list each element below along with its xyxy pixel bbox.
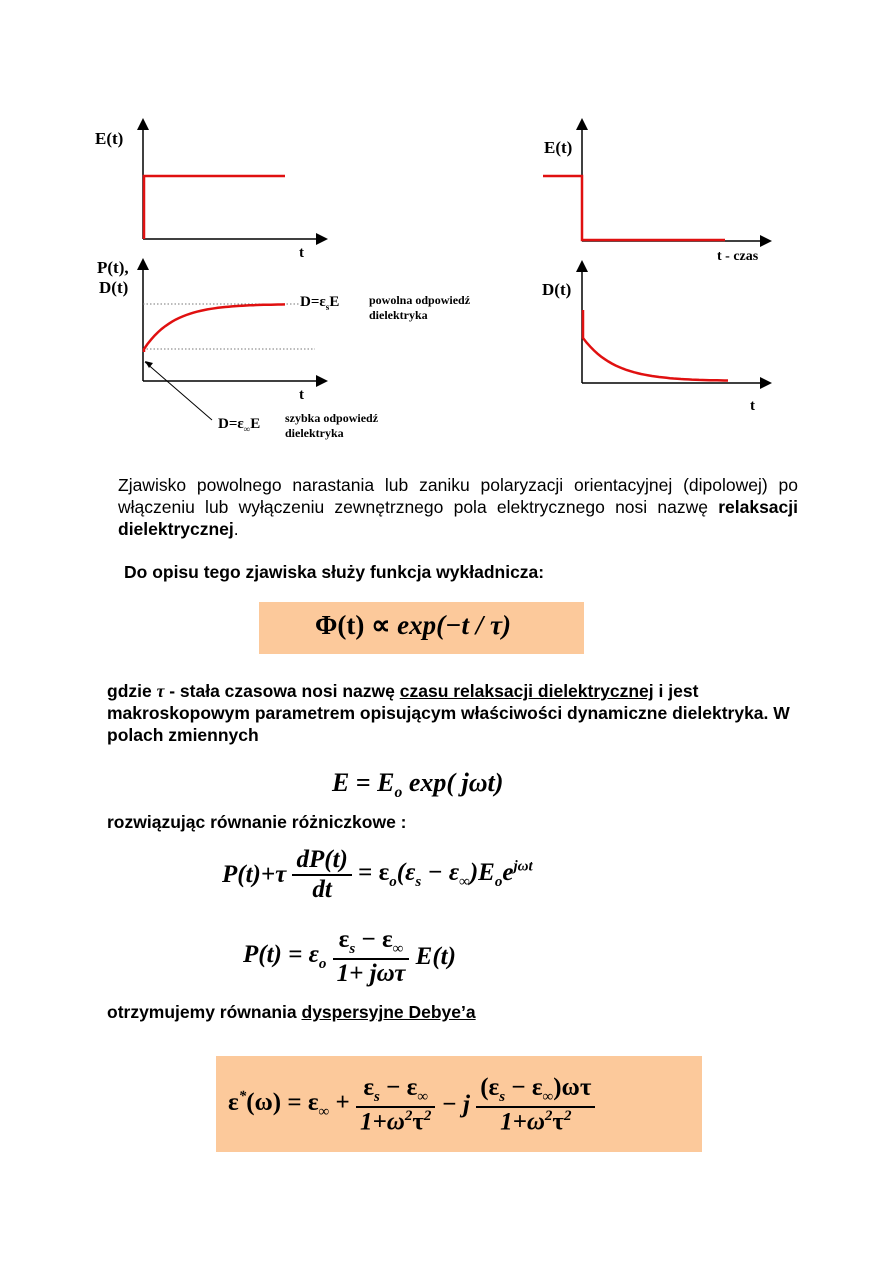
label-d-t-left: D(t) [99,278,129,297]
label-e-t-right: E(t) [544,138,573,157]
label-d-eps-inf: $D=\varepsilon_\infty E$ [218,416,261,434]
formula-box-debye [216,1056,702,1152]
term-debye-equations: dyspersyjne Debye’a [301,1002,476,1022]
term-relaxation-time: czasu relaksacji dielektrycznej [399,681,654,701]
paragraph-debye: otrzymujemy równania dyspersyjne Debye’a [107,1002,476,1022]
formula-phi: Φ(t) ∝ exp(−t / τ) [315,610,511,640]
label-t-czas: t - czas [717,249,759,264]
pointer-arrowhead [145,361,153,368]
displacement-decay-curve [583,310,728,381]
label-d-t-right: D(t) [542,280,572,299]
formula-field: $E = E_o$ exp( jωt) [332,768,504,802]
formula-solution: $P(t) = \varepsilon_o$ $\frac{\varepsilon_s - \varepsilon_\infty}{\text{1+ jωτ}}$ E(t) [243,926,456,987]
label-t-bottom-left: t [299,387,304,403]
paragraph-relaxation-time: gdzie τ - stała czasowa nosi nazwę czasu relaksacji dielektrycznej i jest makroskopowym parametrem opisującym właściwości dynamiczne dielektryka. W polach zmiennych [107,681,790,745]
label-t-top-left: t [299,245,304,261]
formula-debye: $\varepsilon^*(\omega) = \varepsilon_\infty$ + $\frac{\varepsilon_s - \varepsilon_\infty}{1+\omega^2\tau^2}$ − j $\frac{(\varepsilon_s - \varepsilon_\infty)\omega\tau}{1+\omega^2\tau^2}$ [228,1074,595,1136]
pointer-line [145,362,212,420]
term-relaxation: relaksacji dielektrycznej [118,497,798,539]
paragraph-relaxation-definition: Zjawisko powolnego narastania lub zaniku polaryzacji orientacyjnej (dipolowej) po włączeniu lub wyłączeniu zewnętrznego pola elektrycznego nosi nazwę relaksacji dielektrycznej. [118,475,798,539]
field-step-on-curve [144,176,285,239]
label-t-bottom-right: t [750,398,755,414]
formula-differential-equation: P(t)+τ $\frac{dP(t)}{dt}$ = $\varepsilon_o(\varepsilon_s - \varepsilon_\infty)E_oe^{j\omega t}$ [222,846,533,903]
paragraph-exponential-intro: Do opisu tego zjawiska służy funkcja wykładnicza: [124,562,545,582]
polarization-rise-curve [144,304,285,352]
note-fast-response: szybka odpowiedź dielektryka [285,411,379,440]
note-slow-response: powolna odpowiedź dielektryka [369,293,471,322]
label-d-eps-s: $D=\varepsilon_sE$ [300,294,340,312]
label-e-t-left: E(t) [95,129,124,148]
plot-field-on [0,0,893,460]
paragraph-solving: rozwiązując równanie różniczkowe : [107,812,407,832]
field-step-off-curve [543,176,725,240]
label-p-t: P(t), [97,258,129,277]
formula-box-phi [259,602,584,654]
